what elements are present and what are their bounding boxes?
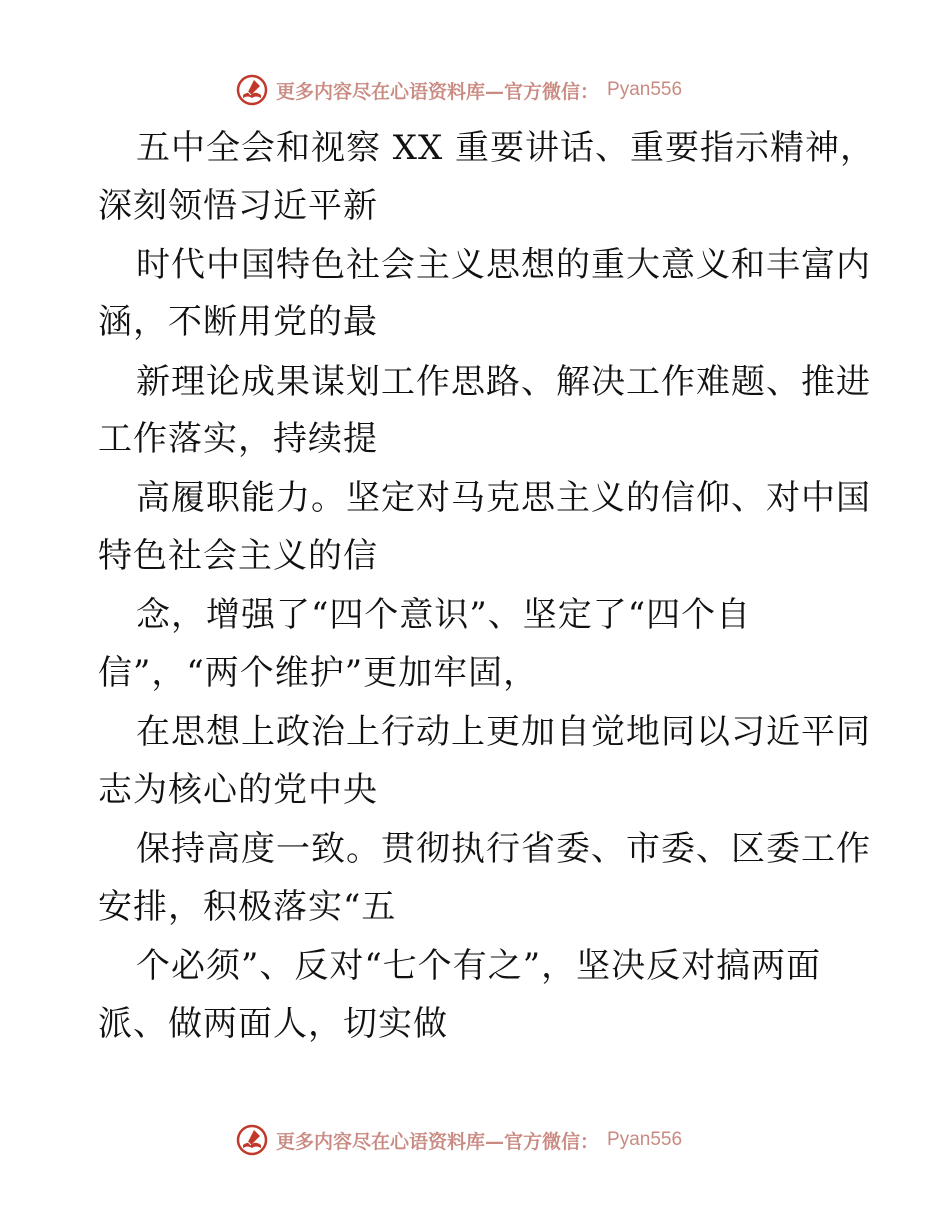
paragraph-line: 高履职能力。坚定对马克思主义的信仰、对中国 [136,478,871,518]
paragraph-line: 特色社会主义的信 [98,536,378,576]
paragraph-line: 涵，不断用党的最 [98,302,378,342]
watermark-text: 更多内容尽在心语资料库—官方微信： [276,1130,600,1153]
watermark-text: 更多内容尽在心语资料库—官方微信： [276,80,600,103]
paragraph-line: 在思想上政治上行动上更加自觉地同以习近平同 [136,712,871,752]
paragraph-line: 五中全会和视察 XX 重要讲话、重要指示精神， [136,128,876,168]
book-pen-logo-icon [236,1124,268,1156]
paragraph-line: 派、做两面人，切实做 [98,1004,448,1044]
paragraph-line: 安排，积极落实“五 [98,887,397,927]
watermark-handle: Pyan556 [607,1129,683,1150]
footer-watermark [236,1122,682,1158]
paragraph-line: 志为核心的党中央 [98,770,378,810]
paragraph-line: 时代中国特色社会主义思想的重大意义和丰富内 [136,245,871,285]
watermark-handle: Pyan556 [607,79,683,100]
paragraph-line: 个必须”、反对“七个有之”，坚决反对搞两面 [136,946,822,986]
paragraph-line: 保持高度一致。贯彻执行省委、市委、区委工作 [136,829,871,869]
paragraph-line: 工作落实，持续提 [98,419,378,459]
paragraph-line: 新理论成果谋划工作思路、解决工作难题、推进 [136,362,871,402]
paragraph-line: 念，增强了“四个意识”、坚定了“四个自 [136,595,752,635]
paragraph-line: 信”，“两个维护”更加牢固， [98,653,539,693]
paragraph-line: 深刻领悟习近平新 [98,186,378,226]
